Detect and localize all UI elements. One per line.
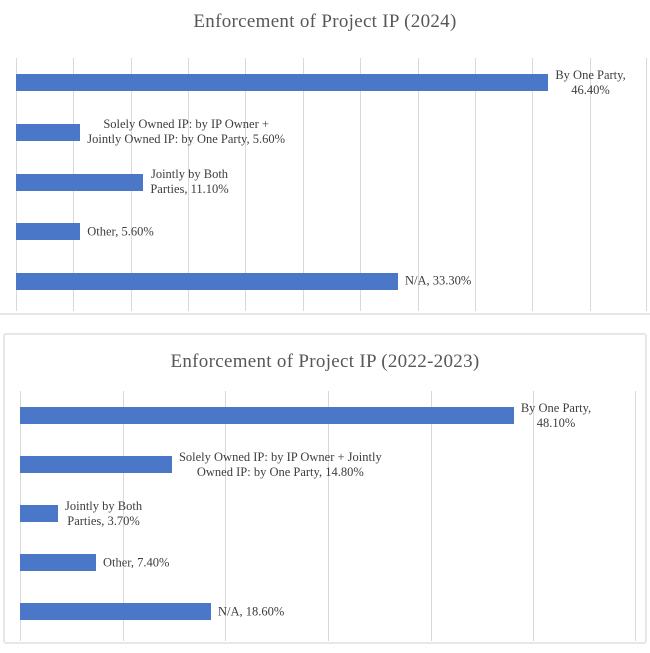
data-label-line: Jointly by Both (150, 167, 229, 181)
data-label-line: Other, 7.40% (102, 555, 170, 569)
data-label-line: N/A, 18.60% (217, 604, 285, 618)
data-label-line: Other, 5.60% (87, 224, 154, 239)
gridline-30pct (328, 391, 329, 641)
bar-jointly-by-both-parties (16, 174, 143, 191)
gridline-60pct (635, 391, 636, 641)
data-label-n-a (218, 604, 284, 619)
gridline-55pct (646, 58, 647, 311)
data-label-line: By One Party, (555, 67, 626, 82)
chart-enforcement-2022-2023 (3, 333, 647, 644)
bar-jointly-by-both-parties (20, 505, 58, 522)
data-label-line: Solely Owned IP: by IP Owner + (103, 117, 269, 132)
bar-solely-owned-ip-by-ip-owner-jointly-owne (16, 124, 80, 141)
data-label-line: Owned IP: by One Party, 14.80% (196, 464, 364, 479)
data-label-other (103, 555, 170, 570)
plot-area-2024 (16, 58, 647, 306)
data-label-solely-owned-ip-by-ip-owner-jointly-owne (179, 450, 382, 480)
data-label-other (87, 224, 154, 239)
gridline-40pct (475, 58, 476, 311)
data-label-line: By One Party, (520, 400, 592, 415)
data-label-jointly-by-both-parties (65, 499, 142, 529)
data-label-line: Solely Owned IP: by IP Owner + Jointly (178, 449, 382, 464)
data-label-line: Parties, 11.10% (150, 182, 229, 196)
gridline-45pct (532, 58, 533, 311)
bar-other (20, 554, 96, 571)
chart-enforcement-2024 (0, 0, 650, 315)
data-label-line: Parties, 3.70% (67, 513, 140, 528)
bar-solely-owned-ip-by-ip-owner-jointly-owne (20, 456, 172, 473)
bar-by-one-party (16, 74, 548, 91)
chart-title-2024: Enforcement of Project IP (2024) (193, 11, 457, 32)
bar-n-a (20, 603, 211, 620)
chart-title-2022-2023: Enforcement of Project IP (2022-2023) (170, 351, 480, 372)
data-label-line: 48.10% (536, 415, 576, 430)
data-label-line: N/A, 33.30% (405, 273, 472, 288)
data-label-jointly-by-both-parties (150, 167, 228, 197)
plot-area-2022-2023 (20, 391, 636, 636)
data-label-solely-owned-ip-by-ip-owner-jointly-owne (87, 117, 285, 147)
data-label-line: Jointly by Both (64, 498, 143, 513)
bar-n-a (16, 273, 398, 290)
data-label-line: 46.40% (571, 82, 610, 97)
bar-other (16, 223, 80, 240)
data-label-by-one-party (521, 401, 591, 431)
data-label-n-a (405, 274, 471, 289)
gridline-40pct (431, 391, 432, 641)
data-label-by-one-party (555, 68, 625, 98)
bar-by-one-party (20, 407, 514, 424)
data-label-line: Jointly Owned IP: by One Party, 5.60% (87, 132, 286, 147)
